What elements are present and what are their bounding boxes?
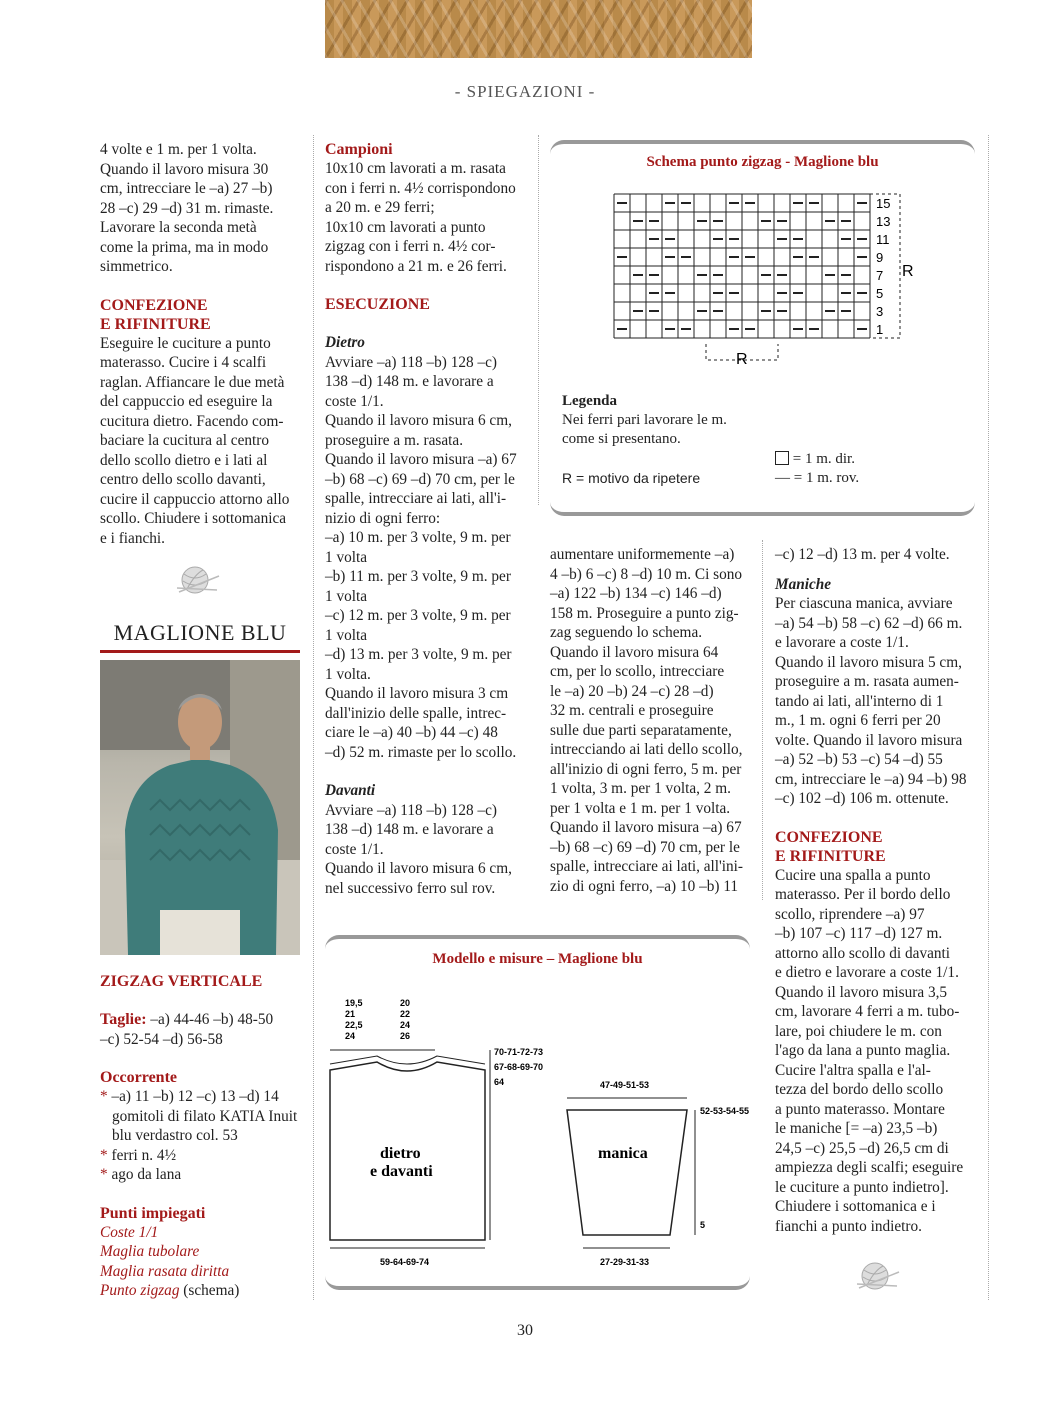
- heading-line: E RIFINITURE: [775, 847, 886, 865]
- legend-knit: [775, 450, 855, 469]
- davanti-heading: Davanti: [325, 782, 376, 799]
- text-line: scollo. Chiudere i sottomanica: [100, 510, 287, 527]
- cuff-height: 5: [700, 1220, 706, 1230]
- text-line: 1 volta.: [325, 665, 371, 683]
- text-line: attorno allo scollo di davanti: [775, 944, 951, 962]
- text-line: Quando il lavoro misura 3 cm: [325, 685, 509, 702]
- height-measure: 67-68-69-70: [494, 1062, 544, 1072]
- punti-heading: Punti impiegati: [100, 1204, 206, 1222]
- text-line: proseguire a m. rasata.: [325, 431, 464, 449]
- text-line: cucire il cappuccio attorno allo: [100, 490, 290, 508]
- chart-legend: [562, 392, 762, 449]
- text-line: –c) 52-54 –d) 56-58: [100, 1030, 223, 1048]
- text-line: 24,5 –c) 25,5 –d) 26,5 cm di: [775, 1139, 949, 1157]
- text-line: raglan. Affiancare le due metà: [100, 373, 285, 391]
- text-line: baciare la cucitura al centro: [100, 432, 270, 449]
- occorrente-heading: Occorrente: [100, 1069, 177, 1086]
- bullet-star: *: [100, 1088, 108, 1105]
- bullet-star: *: [100, 1166, 108, 1183]
- neck-measure: 19,5: [345, 998, 363, 1008]
- text-line: Cucire una spalla a punto: [775, 866, 931, 884]
- legend-repeat: R = motivo da ripetere: [562, 470, 701, 486]
- neck-measure: 24: [400, 1020, 411, 1030]
- stitch-item: [100, 1281, 300, 1301]
- material-text: ago da lana: [111, 1166, 182, 1183]
- text-line: centro dello scollo davanti,: [100, 471, 266, 488]
- text-line: –b) 11 m. per 3 volte, 9 m. per: [325, 568, 511, 585]
- text-line: Lavorare la seconda metà: [100, 219, 257, 236]
- repeat-label-vertical: R: [902, 263, 914, 280]
- confezione-heading: [775, 828, 975, 866]
- text-line: nizio di ogni ferro:: [325, 509, 441, 527]
- sleeve-label: manica: [598, 1145, 648, 1162]
- row-number: 5: [876, 286, 884, 301]
- text-line: all'inizio di ogni ferro, 5 m. per: [550, 760, 742, 778]
- chart-title: Schema punto zigzag - Maglione blu: [646, 154, 879, 170]
- text-line: sulle due parti separatamente,: [550, 721, 732, 739]
- text-line: 1 volta: [325, 587, 368, 605]
- text-line: Avviare –a) 118 –b) 128 –c): [325, 353, 498, 371]
- text-line: dall'inizio delle spalle, intrec-: [325, 704, 507, 722]
- column-3: [550, 545, 750, 896]
- row-number: 3: [876, 304, 884, 319]
- text-line: Per ciascuna manica, avviare: [775, 595, 953, 612]
- text-line: e dietro e lavorare a coste 1/1.: [775, 964, 959, 981]
- text-line: come la prima, ma in modo: [100, 238, 269, 256]
- text-line: –b) 68 –c) 69 –d) 70 cm, per le: [550, 838, 740, 856]
- material-item: [100, 1165, 300, 1185]
- text-line: lare, poi chiudere le m. con: [775, 1022, 942, 1040]
- text-line: coste 1/1.: [325, 840, 384, 858]
- text-line: l'ago da lana a punto maglia.: [775, 1042, 951, 1059]
- pattern-title: MAGLIONE BLU: [100, 620, 300, 653]
- text-line: cm, intrecciare le –a) 94 –b) 98: [775, 770, 967, 788]
- text-line: per 1 volta e 1 m. per 1 volta.: [550, 799, 731, 817]
- neck-measure: 22: [400, 1009, 411, 1019]
- text-line: –a) 54 –b) 58 –c) 62 –d) 66 m.: [775, 614, 963, 632]
- text-line: –d) 13 m. per 3 volte, 9 m. per: [325, 646, 512, 663]
- column-divider: [538, 135, 539, 505]
- row-number: 13: [876, 214, 891, 229]
- page-number: 30: [517, 1322, 533, 1339]
- text-line: –c) 12 –d) 13 m. per 4 volte.: [775, 546, 950, 563]
- row-number: 1: [876, 322, 884, 337]
- text-line: –a) 122 –b) 134 –c) 146 –d): [550, 585, 722, 602]
- text-line: coste 1/1.: [325, 392, 384, 410]
- text-line: zigzag con i ferri n. 4½ cor-: [325, 238, 496, 255]
- text-line: Quando il lavoro misura 6 cm,: [325, 412, 512, 429]
- garment-schematic: [325, 990, 750, 1280]
- text-line: tando ai lati, all'interno di 1: [775, 692, 944, 710]
- text-line: 1 volta, 3 m. per 1 volta, 2 m.: [550, 780, 731, 797]
- text-line: Quando il lavoro misura 3,5: [775, 983, 948, 1001]
- height-measure: 70-71-72-73: [494, 1047, 544, 1057]
- neck-measure: 24: [345, 1031, 356, 1041]
- text-line: 4 –b) 6 –c) 8 –d) 10 m. Ci sono: [550, 565, 743, 583]
- text-line: –a) 52 –b) 53 –c) 54 –d) 55: [775, 751, 943, 768]
- text-line: materasso. Cucire i 4 scalfi: [100, 354, 267, 371]
- row-number: 11: [876, 232, 890, 247]
- text-line: proseguire a m. rasata aumen-: [775, 673, 959, 690]
- text-line: Quando il lavoro misura 64: [550, 643, 719, 661]
- text-line: 138 –d) 148 m. e lavorare a: [325, 373, 494, 390]
- row-number: 7: [876, 268, 884, 283]
- text-line: cucitura dietro. Facendo com-: [100, 412, 284, 430]
- heading-line: CONFEZIONE: [775, 828, 883, 846]
- text-line: –c) 12 m. per 3 volte, 9 m. per: [325, 607, 511, 624]
- schematic-title: Modello e misure – Maglione blu: [432, 951, 643, 967]
- sizes-value: –a) 44-46 –b) 48-50: [146, 1011, 274, 1028]
- legend-note: Nei ferri pari lavorare le m.: [562, 412, 727, 428]
- column-2: [325, 140, 525, 898]
- text-line: intrecciando ai lati dello scollo,: [550, 741, 743, 758]
- body-label: e davanti: [370, 1163, 433, 1180]
- neck-measure: 22,5: [345, 1020, 363, 1030]
- text-line: –c) 102 –d) 106 m. ottenute.: [775, 790, 949, 807]
- heading-line: CONFEZIONE: [100, 296, 208, 314]
- text-line: Quando il lavoro misura –a) 67: [550, 819, 742, 836]
- text-line: Chiudere i sottomanica e i: [775, 1198, 936, 1215]
- text-line: 28 –c) 29 –d) 31 m. rimaste.: [100, 199, 274, 217]
- sizes-line: [100, 1010, 300, 1030]
- text-line: e lavorare a coste 1/1.: [775, 634, 909, 651]
- neck-measure: 26: [400, 1031, 411, 1041]
- column-divider: [988, 135, 989, 1300]
- text-line: 4 volte e 1 m. per 1 volta.: [100, 141, 257, 158]
- text-line: Quando il lavoro misura 5 cm,: [775, 653, 962, 671]
- row-number: 9: [876, 250, 884, 265]
- row-number: 15: [876, 196, 891, 211]
- sizes-label: Taglie:: [100, 1011, 147, 1028]
- height-measure: 64: [494, 1077, 505, 1087]
- esecuzione-heading: ESECUZIONE: [325, 296, 430, 313]
- text-line: con i ferri n. 4½ corrispondono: [325, 179, 516, 197]
- bullet-star: *: [100, 1146, 108, 1164]
- text-line: –a) 10 m. per 3 volte, 9 m. per: [325, 529, 511, 546]
- legend-knit-text: = 1 m. dir.: [792, 451, 855, 467]
- campioni-heading: Campioni: [325, 141, 393, 158]
- text-line: Quando il lavoro misura 6 cm,: [325, 860, 512, 877]
- text-line: le cuciture a punto indietro].: [775, 1178, 949, 1196]
- column-divider: [762, 540, 763, 900]
- text-line: a 20 m. e 29 ferri;: [325, 199, 435, 216]
- material-item: [100, 1087, 300, 1146]
- legend-title: Legenda: [562, 393, 618, 409]
- col1-intro: [100, 140, 300, 277]
- text-line: 138 –d) 148 m. e lavorare a: [325, 821, 494, 838]
- text-line: 1 volta: [325, 626, 368, 644]
- text-line: 32 m. centrali e proseguire: [550, 702, 714, 719]
- stitch-suffix: (schema): [179, 1282, 240, 1299]
- text-line: –b) 107 –c) 117 –d) 127 m.: [775, 925, 943, 942]
- stitch-chart-grid: [610, 190, 930, 370]
- yarn-ball-icon: [855, 1258, 901, 1292]
- text-line: tezza del bordo dello scollo: [775, 1081, 944, 1098]
- text-line: 158 m. Proseguire a punto zig-: [550, 604, 739, 622]
- text-line: m., 1 m. ogni 6 ferri per 20: [775, 712, 941, 729]
- legend-purl: — = 1 m. rov.: [775, 470, 860, 486]
- text-line: cm, lavorare 4 ferri a m. tubo-: [775, 1003, 960, 1020]
- text-line: ciare le –a) 40 –b) 44 –c) 48: [325, 724, 498, 741]
- stitch-item: Coste 1/1: [100, 1223, 159, 1241]
- sleeve-outline: [567, 1110, 687, 1235]
- text-line: 1 volta: [325, 548, 368, 566]
- yarn-ball-icon: [175, 562, 221, 596]
- maniche-heading: Maniche: [775, 575, 832, 593]
- stitch-item: Maglia tubolare: [100, 1243, 200, 1260]
- text-line: a punto materasso. Montare: [775, 1100, 945, 1118]
- zigzag-heading: ZIGZAG VERTICALE: [100, 973, 263, 990]
- heading-line: E RIFINITURE: [100, 315, 211, 333]
- model-photo: [100, 660, 300, 955]
- text-line: spalle, intrecciare ai lati, all'i-: [325, 490, 507, 507]
- text-line: zio di ogni ferro, –a) 10 –b) 11: [550, 877, 739, 895]
- sleeve-top: 47-49-51-53: [600, 1080, 650, 1090]
- column-4: [775, 545, 975, 1236]
- confezione-heading: [100, 296, 300, 334]
- text-line: le maniche [= –a) 23,5 –b): [775, 1120, 938, 1137]
- repeat-label-horizontal: R: [736, 351, 748, 368]
- text-line: 10x10 cm lavorati a m. rasata: [325, 160, 506, 177]
- column-1: [100, 140, 300, 548]
- neck-measure: 20: [400, 998, 411, 1008]
- text-line: Cucire l'altra spalla e l'al-: [775, 1061, 931, 1079]
- body-label: dietro: [380, 1145, 421, 1162]
- text-line: zag seguendo lo schema.: [550, 624, 703, 641]
- text-line: volte. Quando il lavoro misura: [775, 731, 963, 749]
- text-line: 10x10 cm lavorati a punto: [325, 218, 486, 236]
- sleeve-height: 52-53-54-55: [700, 1106, 750, 1116]
- stitch-item: Maglia rasata diritta: [100, 1262, 230, 1280]
- text-line: nel successivo ferro sul rov.: [325, 879, 496, 897]
- text-line: –b) 68 –c) 69 –d) 70 cm, per le: [325, 470, 515, 488]
- text-line: spalle, intrecciare ai lati, all'ini-: [550, 858, 744, 875]
- legend-note: come si presentano.: [562, 431, 681, 447]
- text-line: cm, per lo scollo, intrecciare: [550, 663, 725, 680]
- knit-square-icon: [775, 451, 789, 465]
- neckline: [330, 1056, 485, 1064]
- material-text: ferri n. 4½: [111, 1146, 177, 1164]
- neck-measure: 21: [345, 1009, 356, 1019]
- text-line: –d) 52 m. rimaste per lo scollo.: [325, 743, 517, 761]
- text-line: le –a) 20 –b) 24 –c) 28 –d): [550, 682, 714, 700]
- material-text: –a) 11 –b) 12 –c) 13 –d) 14 gomitoli di filato KATIA Inuit blu verdastro col. 53: [111, 1088, 298, 1144]
- text-line: materasso. Per il bordo dello: [775, 886, 951, 903]
- text-line: simmetrico.: [100, 258, 173, 275]
- knit-texture-banner: [325, 0, 752, 58]
- text-line: rispondono a 21 m. e 26 ferri.: [325, 257, 507, 275]
- text-line: Quando il lavoro misura –a) 67: [325, 451, 517, 468]
- text-line: Quando il lavoro misura 30: [100, 160, 269, 178]
- materials-section: [100, 972, 300, 1301]
- text-line: e i fianchi.: [100, 529, 165, 547]
- text-line: fianchi a punto indietro.: [775, 1217, 922, 1235]
- text-line: ampiezza degli scalfi; eseguire: [775, 1159, 964, 1176]
- text-line: dello scollo dietro e i lati al: [100, 451, 268, 469]
- stitch-name: Punto zigzag: [100, 1282, 180, 1299]
- confezione-text: [100, 334, 300, 549]
- dietro-heading: Dietro: [325, 334, 365, 351]
- sleeve-bottom: 27-29-31-33: [600, 1257, 650, 1267]
- text-line: del cappuccio ed eseguire la: [100, 393, 273, 410]
- section-header: - SPIEGAZIONI -: [454, 82, 596, 101]
- text-line: Avviare –a) 118 –b) 128 –c): [325, 801, 498, 819]
- body-width: 59-64-69-74: [380, 1257, 430, 1267]
- text-line: aumentare uniformemente –a): [550, 546, 735, 563]
- material-item: [100, 1146, 300, 1166]
- text-line: scollo, riprendere –a) 97: [775, 905, 925, 923]
- column-divider: [313, 135, 314, 1300]
- text-line: cm, intrecciare le –a) 27 –b): [100, 180, 273, 197]
- text-line: Eseguire le cuciture a punto: [100, 334, 271, 352]
